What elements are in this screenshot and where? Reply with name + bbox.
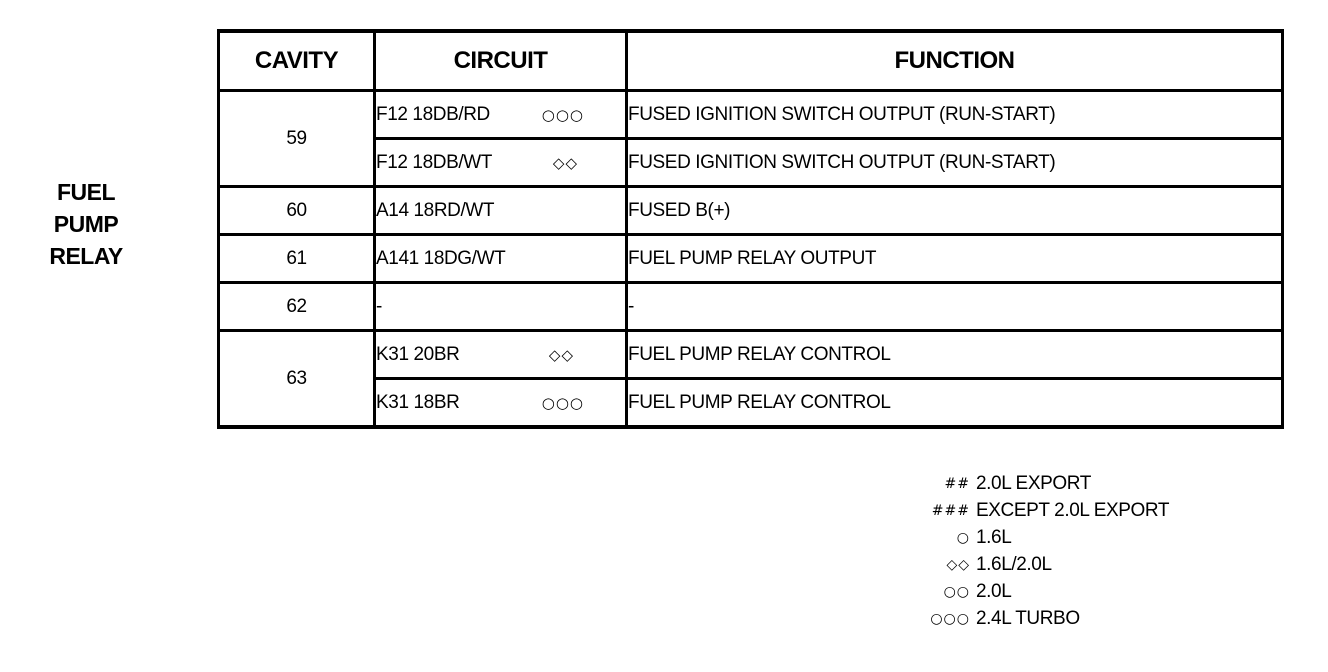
legend-symbol: ○	[956, 529, 970, 546]
function-cell: FUSED IGNITION SWITCH OUTPUT (RUN-START)	[627, 139, 1283, 187]
header-function: FUNCTION	[627, 31, 1283, 91]
header-circuit: CIRCUIT	[375, 31, 627, 91]
circuit-code: A141 18DG/WT	[376, 247, 506, 269]
circuit-code: K31 18BR	[376, 391, 460, 413]
circuit-cell	[375, 139, 627, 187]
function-cell: -	[627, 283, 1283, 331]
legend-symbol: ###	[931, 502, 970, 519]
legend-item	[926, 497, 1226, 524]
circuit-cell	[375, 91, 627, 139]
cavity-cell: 63	[219, 331, 375, 428]
circuit-cell	[375, 235, 627, 283]
function-cell: FUSED IGNITION SWITCH OUTPUT (RUN-START)	[627, 91, 1283, 139]
legend-text: 1.6L/2.0L	[976, 553, 1052, 575]
engine-legend	[926, 470, 1226, 632]
legend-text: 2.0L	[976, 580, 1012, 602]
legend-item	[926, 578, 1226, 605]
engine-marker: ◇◇	[548, 345, 574, 364]
table-row	[219, 139, 1283, 187]
cavity-table	[217, 29, 1284, 429]
circuit-cell	[375, 187, 627, 235]
circuit-code: F12 18DB/WT	[376, 151, 492, 173]
engine-marker: ◇◇	[552, 153, 578, 172]
function-cell: FUSED B(+)	[627, 187, 1283, 235]
header-cavity: CAVITY	[219, 31, 375, 91]
circuit-code: A14 18RD/WT	[376, 199, 495, 221]
legend-symbol: ○○	[943, 583, 970, 600]
legend-symbol: ○○○	[930, 610, 970, 627]
table-row	[219, 379, 1283, 428]
circuit-code: K31 20BR	[376, 343, 460, 365]
legend-item	[926, 470, 1226, 497]
legend-item	[926, 605, 1226, 632]
legend-symbol: ##	[944, 475, 970, 492]
legend-text: 2.0L EXPORT	[976, 472, 1091, 494]
legend-text: EXCEPT 2.0L EXPORT	[976, 499, 1170, 521]
table-row	[219, 283, 1283, 331]
circuit-cell	[375, 379, 627, 428]
legend-text: 2.4L TURBO	[976, 607, 1080, 629]
legend-item	[926, 551, 1226, 578]
function-cell: FUEL PUMP RELAY CONTROL	[627, 379, 1283, 428]
cavity-cell: 62	[219, 283, 375, 331]
side-title	[40, 176, 132, 272]
side-title-line-1: FUEL	[56, 179, 116, 205]
function-cell: FUEL PUMP RELAY CONTROL	[627, 331, 1283, 379]
legend-item	[926, 524, 1226, 551]
circuit-cell: -	[375, 283, 627, 331]
table-row	[219, 331, 1283, 379]
legend-text: 1.6L	[976, 526, 1012, 548]
side-title-line-3: RELAY	[49, 243, 123, 269]
engine-marker: ○○○	[541, 105, 584, 124]
table-row	[219, 235, 1283, 283]
cavity-cell: 60	[219, 187, 375, 235]
table-row	[219, 187, 1283, 235]
cavity-cell: 59	[219, 91, 375, 187]
function-cell: FUEL PUMP RELAY OUTPUT	[627, 235, 1283, 283]
cavity-cell: 61	[219, 235, 375, 283]
header-row	[219, 31, 1283, 91]
table-row	[219, 91, 1283, 139]
side-title-line-2: PUMP	[53, 211, 119, 237]
engine-marker: ○○○	[541, 393, 584, 412]
circuit-code: F12 18DB/RD	[376, 103, 490, 125]
circuit-cell	[375, 331, 627, 379]
legend-symbol: ◇◇	[946, 556, 970, 573]
